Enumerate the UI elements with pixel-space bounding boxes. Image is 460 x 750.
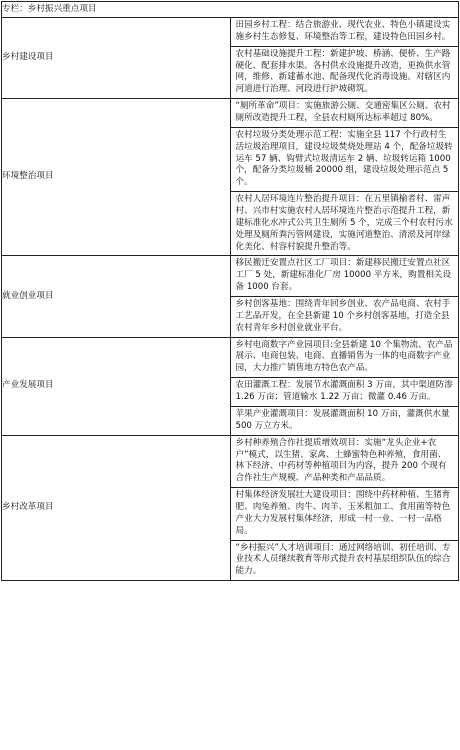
section-content: [230, 99, 459, 256]
project-item: 移民搬迁安置点社区工厂项目：新建移民搬迁安置点社区工厂 5 处，新建标准化厂房 10000 平方米，购置相关设备 1000 台套。: [235, 258, 452, 293]
sections-body: [2, 18, 459, 581]
project-item: “厕所革命”项目：实施旅游公厕、交通密集区公厕、农村厕所改造提升工程，全县农村厕所达标率超过 80%。: [235, 101, 451, 124]
project-item: 农田灌溉工程：发展节水灌溉面积 3 万亩，其中渠道防渗 1.26 万亩；管道输水 1.22 万亩；微灌 0.46 万亩。: [231, 377, 459, 406]
banner-row: [2, 2, 459, 18]
section-row: [2, 18, 459, 99]
section-row: [2, 99, 459, 256]
project-item: 农村基础设施提升工程：新建护坡、桥涵、便桥、生产路硬化、配套排水渠。各村供水设施提升改造，更换供水管网，维修、新建蓄水池、配备现代化消毒设施。对辖区内河道进行治理、河段进行护坡砌筑。: [231, 46, 459, 98]
project-item: 村集体经济发展壮大建设项目：围绕中药材种植、生猪育肥、肉兔养殖、肉牛、肉羊、玉米粗加工、食用菌等特色产业大力发展村集体经济，形成一村一业、一村一品格局。: [231, 487, 459, 539]
section-category: 乡村建设项目: [2, 18, 231, 99]
project-item: 田园乡村工程：结合旅游业、现代农业、特色小镇建设实施乡村生态修复、环境整治等工程，建设特色田园乡村。: [235, 20, 451, 42]
project-item: 乡村种养殖合作社提质增效项目：实施“龙头企业+农户”模式，以生猪、家禽、土蜂蜜特色种养殖，食用菌、林下经济、中药材等种植项目为内容，提升 200 个现有合作社生产规模、产品种类和产品品质。: [235, 437, 447, 484]
project-item: 农村人居环境连片整治提升项目：在五里镇榆者村、雷声村、兴市村实施农村人居环境连片整治示范提升工程，新建标准化水冲式公共卫生厕所 5 个，完成三个村农村污水处理及厕所粪污管网建设，实施河道整治、清淤及河岸绿化美化、村容村貌提升整治等。: [231, 191, 459, 255]
project-item: 苹果产业灌溉项目：发展灌溉面积 10 万亩，灌溉供水量 500 万立方米。: [231, 406, 459, 435]
section-content: [230, 337, 459, 435]
section-row: [2, 435, 459, 580]
section-category: 环境整治项目: [2, 99, 231, 256]
section-content: [230, 256, 459, 337]
section-category: 就业创业项目: [2, 256, 231, 337]
section-content: [230, 18, 459, 99]
section-category: 乡村改革项目: [2, 435, 231, 580]
section-content: [230, 435, 459, 580]
project-item: 乡村创客基地：围绕青年回乡创业、农产品电商、农村手工艺品开发，在全县新建 10 个乡村创客基地，打造全县农村青年乡村创业就业平台。: [231, 296, 459, 337]
project-item: “乡村振兴”人才培训项目：通过网络培训、初任培训、专业技术人员继续教育等形式提升农村基层组织队伍的综合能力。: [231, 540, 459, 581]
column-title: 专栏：乡村振兴重点项目: [2, 2, 459, 18]
project-item: 农村垃圾分类处理示范工程：实施全县 117 个行政村生活垃圾治理项目，建设垃圾焚烧处理站 4 个，配备垃圾转运车 57 辆、钩臂式垃圾清运车 2 辆、垃圾转运箱 1000 个，配备分类垃圾桶 20000 组，建设垃圾处理示范点 5 个。: [231, 127, 459, 191]
section-category: 产业发展项目: [2, 337, 231, 435]
rural-revitalization-table: [1, 1, 459, 581]
section-row: [2, 256, 459, 337]
project-item: 乡村电商数字产业园项目:全县新建 10 个集物流、农产品展示、电商包装、电商、直播销售为一体的电商数字产业园，大力推广销售地方特色农产品。: [235, 339, 453, 374]
document-page: [1, 1, 459, 748]
section-row: [2, 337, 459, 435]
